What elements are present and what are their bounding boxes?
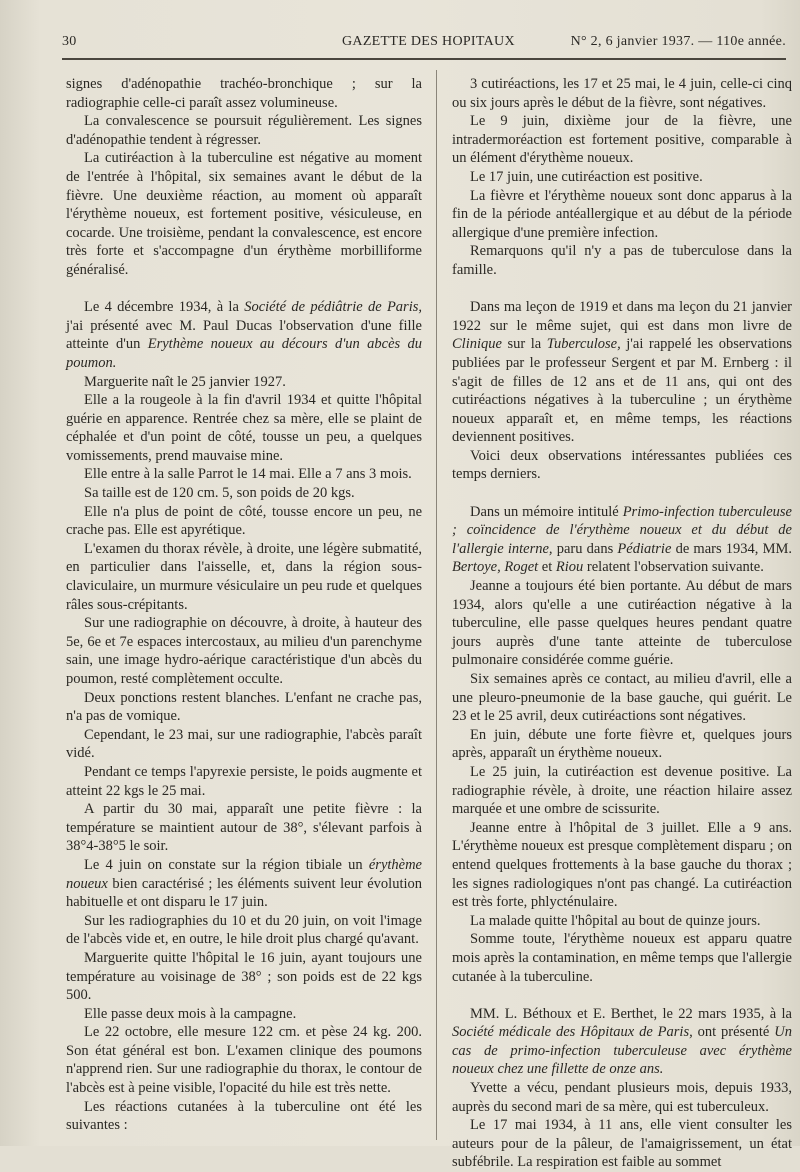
paragraph: 3 cutiréactions, les 17 et 25 mai, le 4 juin, celle-ci cinq ou six jours après le début de la fièvre, sont négatives. <box>452 76 792 111</box>
paragraph: Le 25 juin, la cutiréaction est devenue positive. La radiographie révèle, à droite, une réaction hilaire assez marquée et une ombre de scissurite. <box>452 763 792 818</box>
paragraph: Le 17 juin, une cutiréaction est positive. <box>470 168 703 185</box>
left-column <box>66 75 422 1135</box>
observation-title: Erythème noueux au décours d'un abcès du poumon. <box>66 336 422 371</box>
paragraph: Elle entre à la salle Parrot le 14 mai. Elle a 7 ans 3 mois. <box>84 466 412 483</box>
paragraph: Pendant ce temps l'apyrexie persiste, le poids augmente et atteint 22 kgs le 25 mai. <box>66 763 422 799</box>
paragraph: Sa taille est de 120 cm. 5, son poids de 20 kgs. <box>84 485 355 502</box>
paragraph: En juin, débute une forte fièvre et, quelques jours après, apparaît un érythème noueux. <box>452 726 792 762</box>
paragraph: L'examen du thorax révèle, à droite, une légère submatité, en particulier dans l'aisselle, et, dans la région sous-claviculaire, un murmure vésiculaire un peu rude et quelques râles sous-crépitants. <box>66 540 422 613</box>
text-run: et <box>538 559 556 576</box>
paragraph: Cependant, le 23 mai, sur une radiographie, l'abcès paraît vidé. <box>66 726 422 762</box>
paragraph: Marguerite naît le 25 janvier 1927. <box>84 373 286 390</box>
text-run: ont présenté <box>692 1024 775 1041</box>
text-run: relatent l'observation suivante. <box>583 559 764 576</box>
paragraph: A partir du 30 mai, apparaît une petite fièvre : la température se maintient autour de 38°, s'élevant parfois à 38°4-38°5 le soir. <box>66 801 422 855</box>
paragraph: Six semaines après ce contact, au milieu d'avril, elle a une pleuro-pneumonie de la base gauche, qui guérit. Le 23 et le 25 avril, deux cutiréactions sont négatives. <box>452 671 792 725</box>
text-run: de mars 1934, MM. <box>671 540 792 557</box>
paragraph: La convalescence se poursuit régulièrement. Les signes d'adénopathie tendent à régresser. <box>66 113 422 148</box>
text-run: bien caractérisé ; les éléments suivent leur évolution habituelle et ont disparu le 17 juin. <box>66 875 422 911</box>
paragraph: Le 22 octobre, elle mesure 122 cm. et pèse 24 kg. 200. Son état général est bon. L'examen clinique des poumons n'apprend rien. Sur une radiographie du thorax, le contour de l'abcès est à peine visible, l'opacité du hile est très nette. <box>66 1024 422 1097</box>
paragraph: Deux ponctions restent blanches. L'enfant ne crache pas, n'a pas de vomique. <box>66 689 422 725</box>
paragraph: Remarquons qu'il n'y a pas de tuberculose dans la famille. <box>452 243 792 278</box>
journal-title: GAZETTE DES HOPITAUX <box>342 34 515 49</box>
paragraph: Somme toute, l'érythème noueux est apparu quatre mois après la contamination, en même temps que l'allergie cutanée à la tuberculine. <box>452 931 792 985</box>
text-run: Dans un mémoire intitulé <box>470 503 623 520</box>
header-rule <box>62 58 786 60</box>
text-run: Le 4 juin on constate sur la région tibiale un <box>84 856 369 873</box>
right-column <box>452 75 792 1172</box>
text-run: j'ai rappelé les observations publiées par le professeur Sergent et par M. Ernberg : il s'agit de filles de 12 ans et de 11 ans, qui ont des cutiréactions négatives à la tuberculine ; un érythème noueux apparaît et, en même temps, les réactions deviennent positives. <box>452 336 793 446</box>
text-run: MM. L. Béthoux et E. Berthet, le 22 mars 1935, à la <box>470 1005 792 1022</box>
paragraph: Elle a la rougeole à la fin d'avril 1934 et quitte l'hôpital guérie en apparence. Rentrée chez sa mère, elle se plaint de céphalée et d'un point de côté, tousse un peu, a quelques vomissements, prend mauvaise mine. <box>66 392 422 464</box>
memoir-title: Primo-infection tuberculeuse ; coïncidence de l'érythème noueux et du début de l'allergie interne, <box>452 503 792 557</box>
paragraph <box>452 503 792 577</box>
author-name: Riou <box>555 559 584 576</box>
society-name: Société de pédiâtrie de Paris, <box>244 299 422 316</box>
paragraph <box>66 298 422 372</box>
text-run: Le 4 décembre 1934, à la <box>84 299 245 316</box>
society-name: Société médicale des Hôpitaux de Paris, <box>452 1024 693 1041</box>
running-header <box>62 34 786 54</box>
text-run: j'ai présenté avec M. Paul Ducas l'observation d'une fille atteinte d'un <box>66 317 422 353</box>
text-run: Dans ma leçon de 1919 et dans ma leçon du 21 janvier 1922 sur le même sujet, qui est dans mon livre de <box>452 299 792 334</box>
page-number: 30 <box>62 34 77 49</box>
paragraph: Sur les radiographies du 10 et du 20 juin, on voit l'image de l'abcès vide et, en outre, le hile droit plus chargé qu'avant. <box>66 912 422 948</box>
paragraph: La malade quitte l'hôpital au bout de quinze jours. <box>470 912 761 929</box>
emphasis: érythème noueux <box>66 856 422 892</box>
paragraph: Elle passe deux mois à la campagne. <box>84 1005 297 1022</box>
paragraph: Marguerite quitte l'hôpital le 16 juin, ayant toujours une température au voisinage de 38° ; son poids est de 22 kgs 500. <box>66 949 422 1004</box>
emphasis: Clinique <box>452 336 502 353</box>
paragraph: Le 17 mai 1934, à 11 ans, elle vient consulter les auteurs pour de la pâleur, de l'amaigrissement, un état subfébrile. La respiration est faible au sommet <box>452 1117 792 1171</box>
paragraph <box>66 856 422 912</box>
case-title: Un cas de primo-infection tuberculeuse avec érythème noueux chez une fillette de onze ans. <box>452 1024 792 1078</box>
emphasis: Tuberculose, <box>546 336 621 353</box>
author-names: Bertoye, Roget <box>452 559 539 576</box>
paragraph: Jeanne entre à l'hôpital de 3 juillet. Elle a 9 ans. L'érythème noueux est presque complètement disparu ; on entend quelques frottements à la base gauche du thorax ; les signes radiologiques n'ont pas changé. La cutiréaction est très forte, phlycténulaire. <box>452 819 792 911</box>
paragraph: signes d'adénopathie trachéo-bronchique ; sur la radiographie celle-ci paraît assez volumineuse. <box>66 76 422 111</box>
paragraph: Yvette a vécu, pendant plusieurs mois, depuis 1933, auprès du second mari de sa mère, qui est tuberculeux. <box>452 1080 792 1115</box>
paragraph: Elle n'a plus de point de côté, tousse encore un peu, ne crache pas. Elle est apyrétique. <box>66 503 422 539</box>
paragraph: Voici deux observations intéressantes publiées ces temps derniers. <box>452 447 792 483</box>
text-run: paru dans <box>552 540 618 557</box>
paragraph: Les réactions cutanées à la tuberculine ont été les suivantes : <box>66 1098 422 1134</box>
paragraph: La fièvre et l'érythème noueux sont donc apparus à la fin de la période antéallergique et au début de la période allergique d'une première infection. <box>452 187 792 241</box>
issue-info: N° 2, 6 janvier 1937. — 110e année. <box>570 34 786 49</box>
paragraph: La cutiréaction à la tuberculine est négative au moment de l'entrée à l'hôpital, six semaines avant le début de la fièvre. Une deuxième réaction, au moment où apparaît l'érythème noueux, est fortement positive, vésiculeuse, en cocarde. Une troisième, pendant la convalescence, est encore très forte et s'accompagne d'un érythème morbilliforme généralisé. <box>66 150 422 278</box>
paragraph <box>452 298 792 447</box>
paragraph <box>452 1005 792 1079</box>
paragraph: Sur une radiographie on découvre, à droite, à hauteur des 5e, 6e et 7e espaces intercostaux, au milieu d'un parenchyme sain, une image hydro-aérique caractéristique d'un abcès du poumon, resté complètement occulte. <box>66 615 422 687</box>
text-run: sur la <box>501 336 547 353</box>
column-divider <box>436 70 437 1140</box>
journal-name: Pédiatrie <box>617 540 672 557</box>
paragraph: Le 9 juin, dixième jour de la fièvre, une intradermoréaction est fortement positive, comparable à un élément d'érythème noueux. <box>452 113 792 167</box>
paragraph: Jeanne a toujours été bien portante. Au début de mars 1934, alors qu'elle a une cutiréaction négative à la tuberculine, elle passe quelques heures pendant quatre jours auprès d'une tante atteinte de tuberculose pulmonaire considérée comme guérie. <box>452 578 792 669</box>
